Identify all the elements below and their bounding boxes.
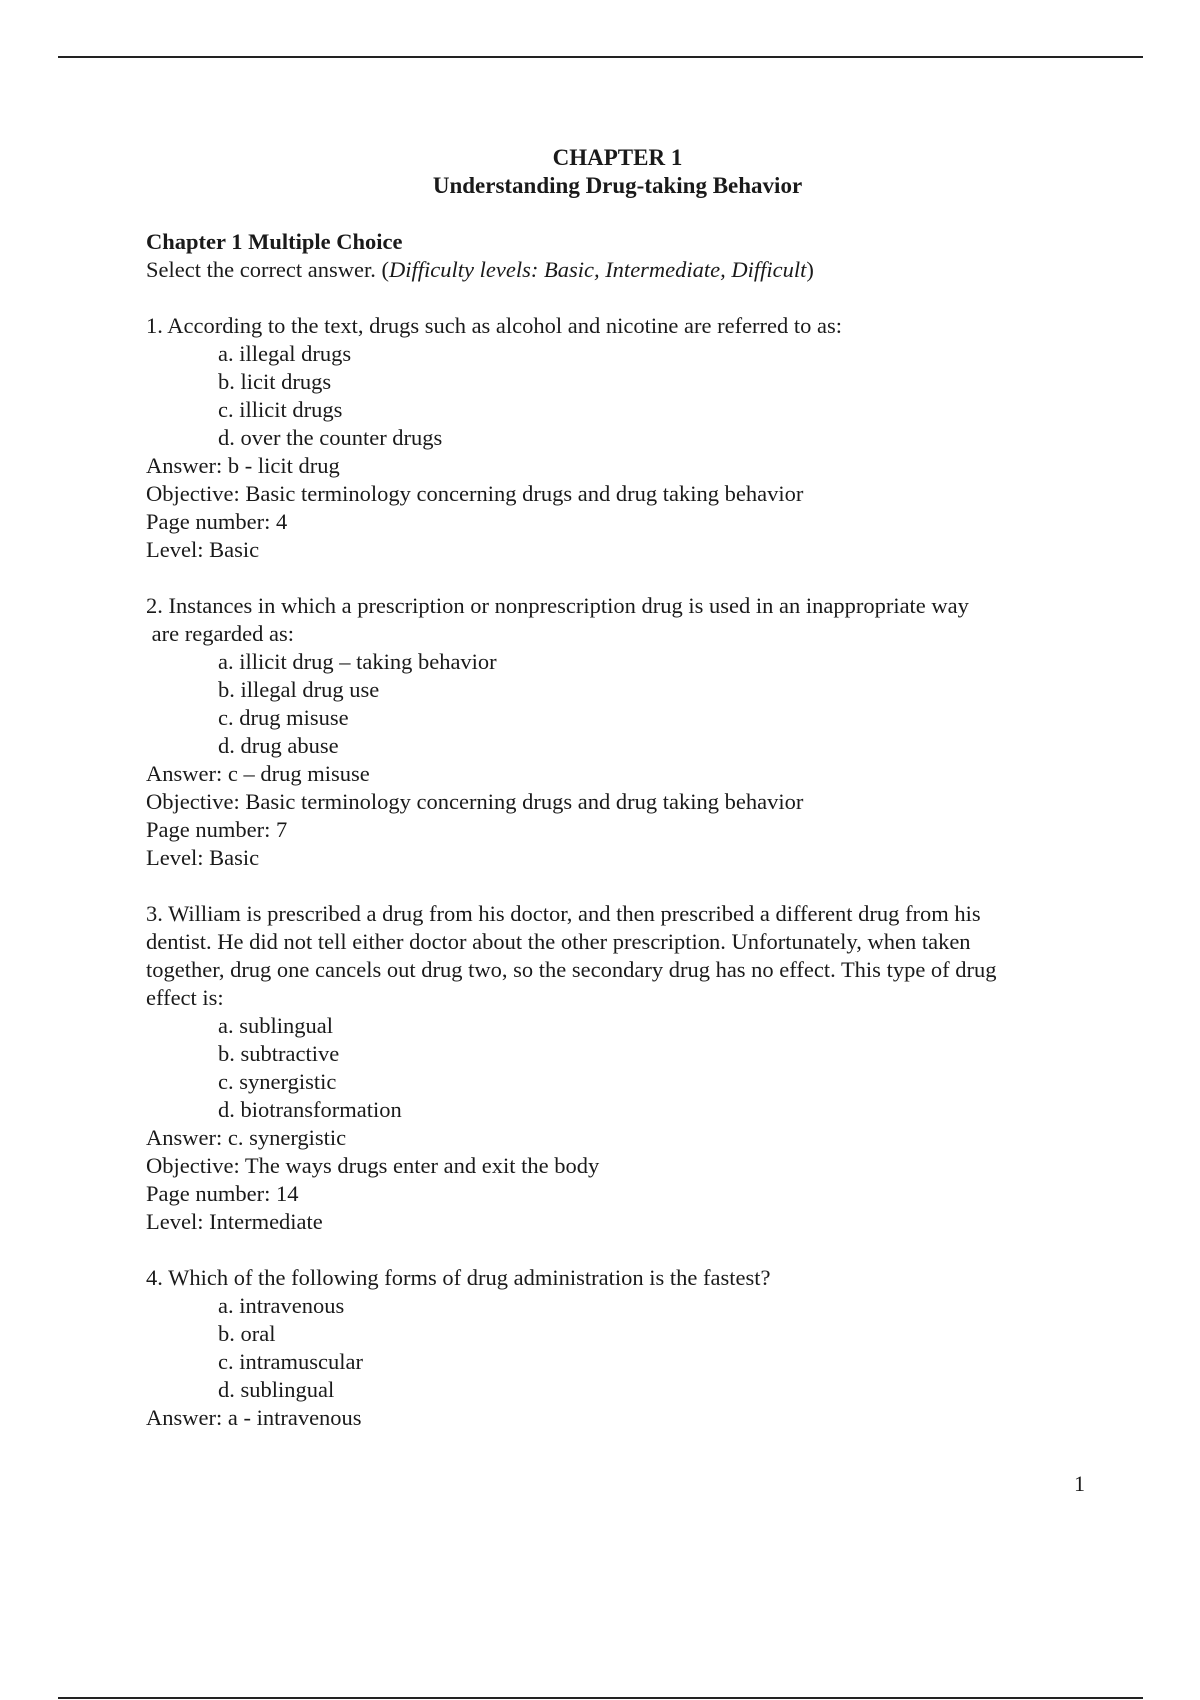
question-4 <box>146 1264 1086 1432</box>
question-text: 1. According to the text, drugs such as alcohol and nicotine are referred to as: <box>146 313 843 338</box>
option-a: a. illicit drug – taking behavior <box>218 649 497 674</box>
chapter-number: CHAPTER 1 <box>552 145 683 170</box>
question-text: 4. Which of the following forms of drug administration is the fastest? <box>146 1265 771 1290</box>
bottom-rule <box>58 1697 1143 1699</box>
page-reference: Page number: 4 <box>146 509 288 534</box>
top-rule <box>58 56 1143 58</box>
option-d: d. drug abuse <box>218 733 339 758</box>
page-reference: Page number: 14 <box>146 1181 299 1206</box>
level: Level: Basic <box>146 845 260 870</box>
document-body <box>146 228 1086 1432</box>
option-b: b. subtractive <box>218 1041 340 1066</box>
option-a: a. illegal drugs <box>218 341 352 366</box>
question-text-cont: dentist. He did not tell either doctor about the other prescription. Unfortunately, when taken <box>146 929 971 954</box>
option-d: d. biotransformation <box>218 1097 402 1122</box>
option-c: c. intramuscular <box>218 1349 363 1374</box>
level: Level: Intermediate <box>146 1209 323 1234</box>
answer: Answer: a - intravenous <box>146 1405 362 1430</box>
question-text: 3. William is prescribed a drug from his doctor, and then prescribed a different drug from his <box>146 901 981 926</box>
section-instruction <box>146 256 1086 284</box>
objective: Objective: Basic terminology concerning drugs and drug taking behavior <box>146 789 804 814</box>
option-d: d. over the counter drugs <box>218 425 443 450</box>
chapter-header <box>0 144 1200 200</box>
question-2 <box>146 592 1086 872</box>
option-c: c. illicit drugs <box>218 397 343 422</box>
answer: Answer: c – drug misuse <box>146 761 370 786</box>
question-text-cont: together, drug one cancels out drug two, so the secondary drug has no effect. This type of drug <box>146 957 997 982</box>
option-b: b. illegal drug use <box>218 677 380 702</box>
level: Level: Basic <box>146 537 260 562</box>
question-text-cont: are regarded as: <box>146 621 295 646</box>
option-a: a. sublingual <box>218 1013 333 1038</box>
option-c: c. drug misuse <box>218 705 349 730</box>
option-c: c. synergistic <box>218 1069 337 1094</box>
answer: Answer: b - licit drug <box>146 453 340 478</box>
page-reference: Page number: 7 <box>146 817 288 842</box>
question-1 <box>146 312 1086 564</box>
difficulty-levels: Difficulty levels: Basic, Intermediate, Difficult <box>389 257 807 282</box>
question-text-cont: effect is: <box>146 985 224 1010</box>
section-title: Chapter 1 Multiple Choice <box>146 229 403 254</box>
page-number: 1 <box>1074 1471 1085 1496</box>
instruction-text: Select the correct answer. ( <box>146 257 390 282</box>
chapter-title: Understanding Drug-taking Behavior <box>432 173 803 198</box>
instruction-close: ) <box>806 257 814 282</box>
question-3 <box>146 900 1086 1236</box>
option-a: a. intravenous <box>218 1293 345 1318</box>
objective: Objective: The ways drugs enter and exit the body <box>146 1153 600 1178</box>
question-text: 2. Instances in which a prescription or nonprescription drug is used in an inappropriate way <box>146 593 969 618</box>
option-b: b. oral <box>218 1321 276 1346</box>
objective: Objective: Basic terminology concerning drugs and drug taking behavior <box>146 481 804 506</box>
option-b: b. licit drugs <box>218 369 332 394</box>
answer: Answer: c. synergistic <box>146 1125 347 1150</box>
option-d: d. sublingual <box>218 1377 335 1402</box>
